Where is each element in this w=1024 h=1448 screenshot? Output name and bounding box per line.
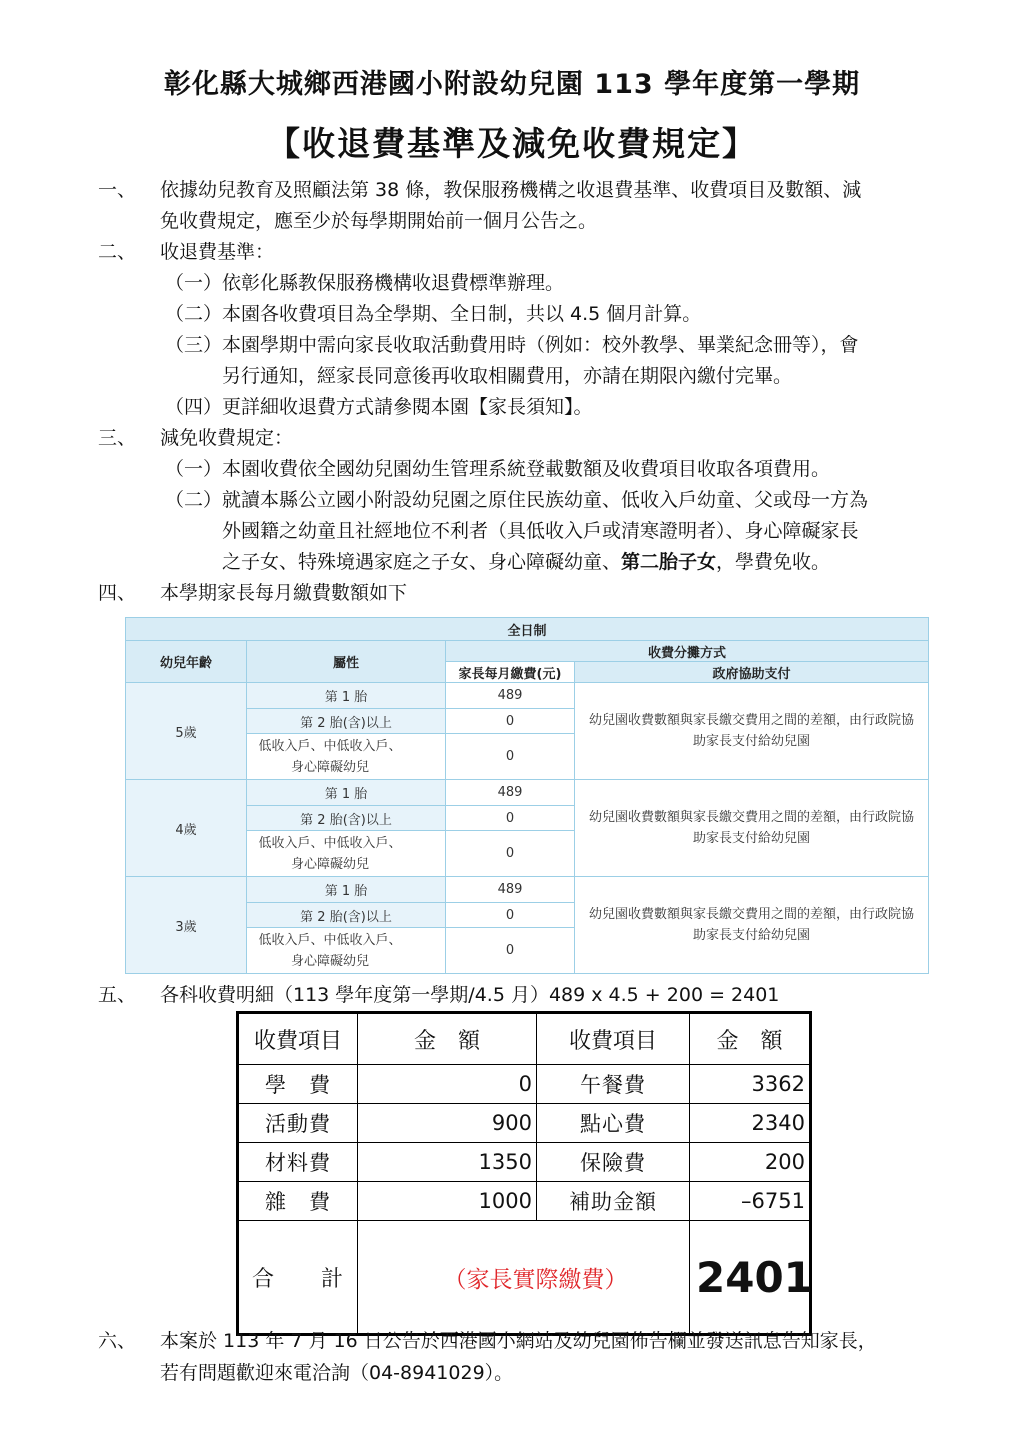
fee-cell: 489 (446, 683, 575, 709)
item-amount: 2340 (690, 1104, 811, 1143)
item-amount: 1000 (358, 1182, 537, 1221)
item-label: 活動費 (238, 1104, 358, 1143)
attr-cell: 第 1 胎 (247, 780, 446, 806)
item-label: 保險費 (537, 1143, 690, 1182)
attr-cell: 低收入戶、中低收入戶、身心障礙幼兒 (247, 831, 446, 877)
fee-cell: 0 (446, 903, 575, 928)
section-2-item-2: （二）本園各收費項目為全學期、全日制，共以 4.5 個月計算。 (165, 303, 702, 325)
document-title: 彰化縣大城鄉西港國小附設幼兒園 113 學年度第一學期 (163, 69, 861, 100)
section-3-number: 三、 (98, 427, 137, 449)
attr-cell: 低收入戶、中低收入戶、身心障礙幼兒 (247, 928, 446, 974)
item-label: 學 費 (238, 1065, 358, 1104)
item-amount: 200 (690, 1143, 811, 1182)
header-item: 收費項目 (537, 1013, 690, 1065)
item-amount: 900 (358, 1104, 537, 1143)
table-row (238, 1143, 811, 1182)
age-cell: 5歲 (126, 683, 247, 780)
fee-schedule-table (125, 617, 929, 974)
section-2-number: 二、 (98, 241, 137, 263)
table-row (238, 1182, 811, 1221)
table-header-parent-fee: 家長每月繳費(元) (446, 662, 575, 683)
header-item: 收費項目 (238, 1013, 358, 1065)
section-2-item-3-line-2: 另行通知，經家長同意後再收取相關費用，亦請在期限內繳付完畢。 (222, 365, 793, 387)
fee-detail-table (236, 1011, 812, 1336)
fee-cell: 0 (446, 831, 575, 877)
gov-pay-cell: 幼兒園收費數額與家長繳交費用之間的差額，由行政院協助家長支付給幼兒園 (575, 780, 929, 877)
gov-pay-cell: 幼兒園收費數額與家長繳交費用之間的差額，由行政院協助家長支付給幼兒園 (575, 877, 929, 974)
table-row (238, 1065, 811, 1104)
item-label: 材料費 (238, 1143, 358, 1182)
item-amount: 1350 (358, 1143, 537, 1182)
section-2-item-3-line-1: （三）本園學期中需向家長收取活動費用時（例如：校外教學、畢業紀念冊等），會 (165, 334, 859, 356)
table-header-split: 收費分攤方式 (446, 641, 929, 662)
table-header-full-day: 全日制 (126, 618, 929, 641)
total-note: （家長實際繳費） (358, 1221, 690, 1335)
section-4-number: 四、 (98, 582, 137, 604)
age-cell: 4歲 (126, 780, 247, 877)
section-6-line-2: 若有問題歡迎來電洽詢（04-8941029）。 (160, 1362, 514, 1384)
fee-cell: 0 (446, 734, 575, 780)
section-3-heading: 減免收費規定： (160, 427, 294, 449)
item-amount: 0 (358, 1065, 537, 1104)
section-1-number: 一、 (98, 179, 137, 201)
section-3-item-2-line-2: 外國籍之幼童且社經地位不利者（具低收入戶或清寒證明者）、身心障礙家長 (222, 520, 859, 542)
line-text-end: ，學費免收。 (716, 551, 831, 573)
item-amount: –6751 (690, 1182, 811, 1221)
section-1-line-2: 免收費規定，應至少於每學期開始前一個月公告之。 (160, 210, 598, 232)
total-value: 2401 (690, 1221, 811, 1335)
table-header-gov-pay: 政府協助支付 (575, 662, 929, 683)
item-amount: 3362 (690, 1065, 811, 1104)
line-text: 之子女、特殊境遇家庭之子女、身心障礙幼童、 (222, 551, 622, 573)
gov-pay-cell: 幼兒園收費數額與家長繳交費用之間的差額，由行政院協助家長支付給幼兒園 (575, 683, 929, 780)
fee-cell: 0 (446, 806, 575, 831)
item-label: 點心費 (537, 1104, 690, 1143)
section-2-item-4: （四）更詳細收退費方式請參閱本園【家長須知】。 (165, 396, 593, 418)
section-6-number: 六、 (98, 1330, 137, 1352)
total-label: 合 計 (238, 1221, 358, 1335)
fee-cell: 489 (446, 780, 575, 806)
total-row (238, 1221, 811, 1335)
attr-cell: 第 1 胎 (247, 683, 446, 709)
item-label: 雜 費 (238, 1182, 358, 1221)
table-header-age: 幼兒年齡 (126, 641, 247, 683)
item-label: 補助金額 (537, 1182, 690, 1221)
item-label: 午餐費 (537, 1065, 690, 1104)
table-header-attribute: 屬性 (247, 641, 446, 683)
section-2-heading: 收退費基準： (160, 241, 275, 263)
section-5-number: 五、 (98, 984, 137, 1006)
section-3-item-1: （一）本園收費依全國幼兒園幼生管理系統登載數額及收費項目收取各項費用。 (165, 458, 831, 480)
section-6-line-1: 本案於 113 年 7 月 16 日公告於西港國小網站及幼兒園佈告欄並發送訊息告知家長， (160, 1330, 877, 1352)
section-5-heading: 各科收費明細（113 學年度第一學期/4.5 月）489 x 4.5 + 200 = 2401 (160, 984, 780, 1006)
fee-cell: 0 (446, 928, 575, 974)
fee-cell: 0 (446, 709, 575, 734)
section-2-item-1: （一）依彰化縣教保服務機構收退費標準辦理。 (165, 272, 565, 294)
attr-cell: 第 1 胎 (247, 877, 446, 903)
age-cell: 3歲 (126, 877, 247, 974)
attr-cell: 第 2 胎(含)以上 (247, 709, 446, 734)
attr-cell: 第 2 胎(含)以上 (247, 806, 446, 831)
section-3-item-2-line-1: （二）就讀本縣公立國小附設幼兒園之原住民族幼童、低收入戶幼童、父或母一方為 (165, 489, 869, 511)
section-4-heading: 本學期家長每月繳費數額如下 (160, 582, 408, 604)
table-row (238, 1104, 811, 1143)
attr-cell: 第 2 胎(含)以上 (247, 903, 446, 928)
header-amount: 金 額 (358, 1013, 537, 1065)
section-3-item-2-line-3 (222, 547, 830, 578)
header-amount: 金 額 (690, 1013, 811, 1065)
bold-text: 第二胎子女 (621, 551, 717, 573)
document-subtitle: 【收退費基準及減免收費規定】 (267, 124, 757, 163)
section-1-line-1: 依據幼兒教育及照顧法第 38 條，教保服務機構之收退費基準、收費項目及數額、減 (160, 179, 862, 201)
attr-cell: 低收入戶、中低收入戶、身心障礙幼兒 (247, 734, 446, 780)
fee-cell: 489 (446, 877, 575, 903)
